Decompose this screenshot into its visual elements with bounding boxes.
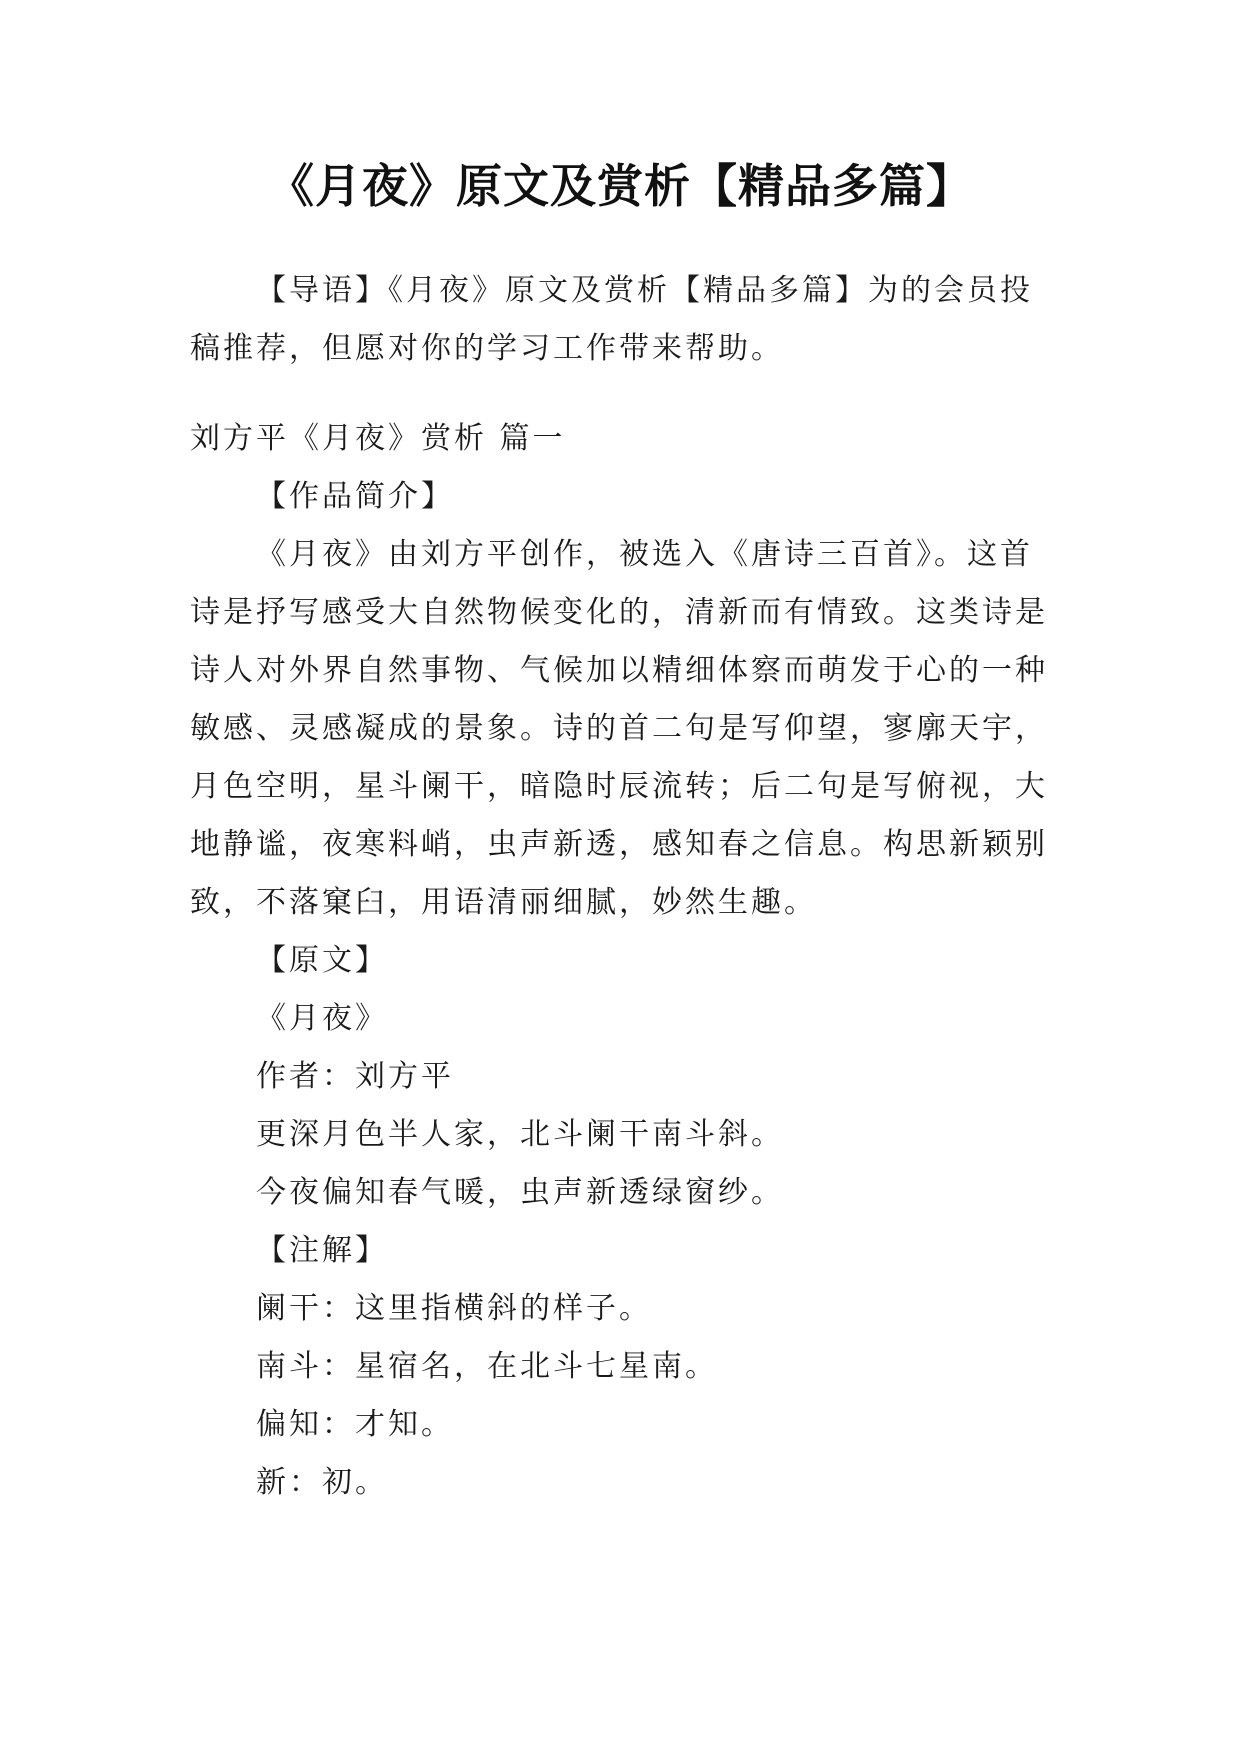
notes-label: 【注解】 <box>256 1233 388 1268</box>
intro-paragraph: 【导语】《月夜》原文及赏析【精品多篇】为的会员投稿推荐，但愿对你的学习工作带来帮助。 <box>190 273 1033 366</box>
intro-text: 《月夜》由刘方平创作，被选入《唐诗三百首》。这首诗是抒写感受大自然物候变化的，清新而有情致。这类诗是诗人对外界自然事物、气候加以精细体察而萌发于心的一种敏感、灵感凝成的景象。诗的首二句是写仰望，寥廓天宇，月色空明，星斗阑干，暗隐时辰流转；后二句是写俯视，大地静谧，夜寒料峭，虫声新透，感知春之信息。构思新颖别致，不落窠臼，用语清丽细腻，妙然生趣。 <box>190 537 1048 920</box>
section-one <box>190 410 1050 1512</box>
poem-line: 更深月色半人家，北斗阑干南斗斜。 <box>256 1117 784 1152</box>
original-label: 【原文】 <box>256 943 388 978</box>
poem-line: 今夜偏知春气暖，虫声新透绿窗纱。 <box>256 1175 784 1210</box>
intro-label: 【作品简介】 <box>256 479 454 514</box>
document-title: 《月夜》原文及赏析【精品多篇】 <box>268 159 973 213</box>
poem-title: 《月夜》 <box>256 1001 388 1036</box>
poem-author: 作者：刘方平 <box>256 1059 454 1094</box>
note-item: 新：初。 <box>256 1465 388 1500</box>
section-heading: 刘方平《月夜》赏析 篇一 <box>190 421 566 456</box>
note-item: 偏知：才知。 <box>256 1407 454 1442</box>
note-item: 阑干：这里指横斜的样子。 <box>256 1291 652 1326</box>
intro-block <box>190 262 1050 378</box>
note-item: 南斗：星宿名，在北斗七星南。 <box>256 1349 718 1384</box>
